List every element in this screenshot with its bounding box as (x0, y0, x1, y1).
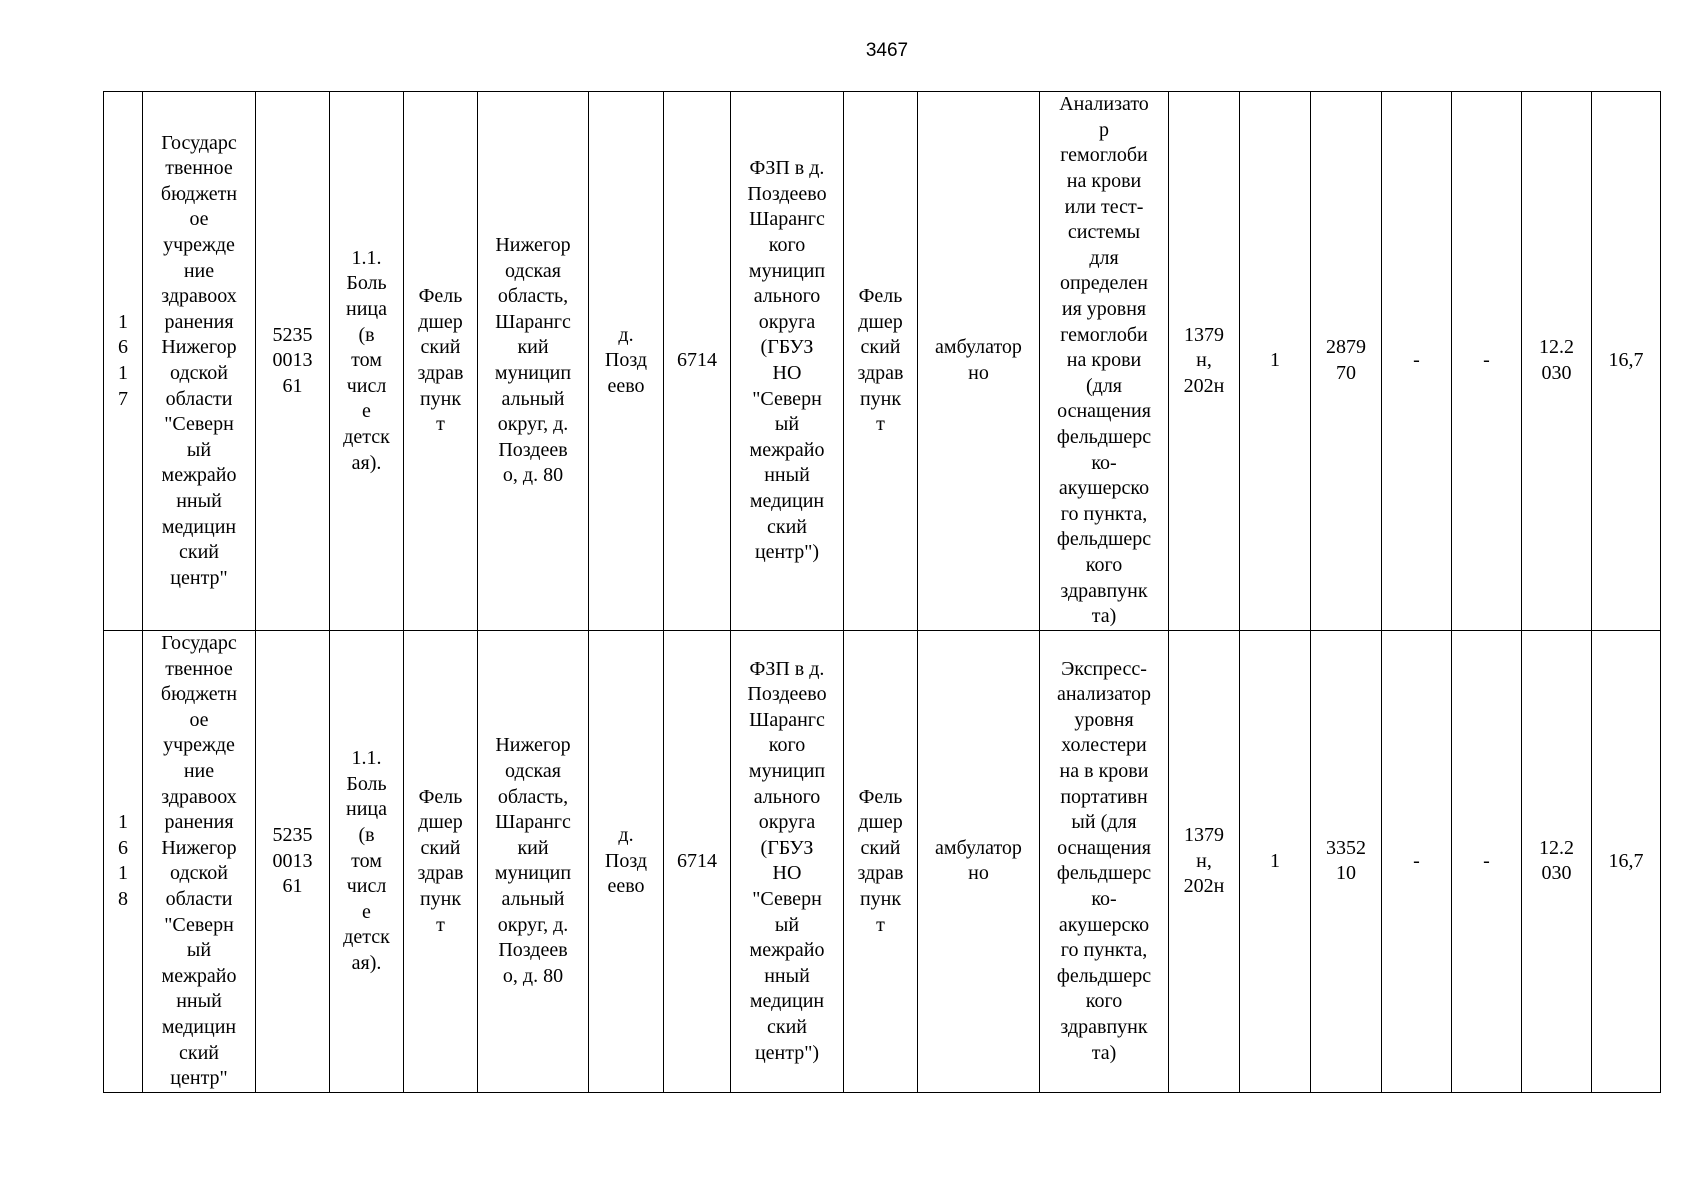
facility-type-cell: Фель дшер ский здрав пунк т (404, 92, 478, 631)
organization-cell: Государс твенное бюджетн ое учрежде ние здравоох ранения Нижегор одской области "Северн ый межрайо нный медицин ский центр" (143, 631, 256, 1093)
unit-cell: ФЗП в д. Поздеево Шарангс кого муницип ального округа (ГБУЗ НО "Северн ый межрайо нный медицин ский центр") (731, 92, 844, 631)
value-cell: 16,7 (1592, 631, 1661, 1093)
order-cell: 1379 н, 202н (1169, 631, 1240, 1093)
quantity-cell: 1 (1240, 631, 1311, 1093)
row-number-cell: 1 6 1 7 (104, 92, 143, 631)
dash-cell: - (1452, 631, 1522, 1093)
quantity-cell: 1 (1240, 92, 1311, 631)
equipment-cell: Экспресс- анализатор уровня холестери на в крови портативн ый (для оснащения фельдшерс ко- акушерско го пункта, фельдшерс кого здравпунк та) (1040, 631, 1169, 1093)
population-cell: 6714 (664, 92, 731, 631)
equipment-cell: Анализато р гемоглоби на крови или тест- системы для определен ия уровня гемоглоби на крови (для оснащения фельдшерс ко- акушерско го пункта, фельдшерс кого здравпунк та) (1040, 92, 1169, 631)
row-number-cell: 1 6 1 8 (104, 631, 143, 1093)
dash-cell: - (1382, 92, 1452, 631)
page-number: 3467 (865, 40, 909, 61)
equipment-table (103, 91, 1661, 1093)
date-cell: 12.2 030 (1522, 92, 1592, 631)
care-mode-cell: амбулатор но (918, 92, 1040, 631)
population-cell: 6714 (664, 631, 731, 1093)
category-cell: 1.1. Боль ница (в том числ е детск ая). (330, 92, 404, 631)
price-cell: 2879 70 (1311, 92, 1382, 631)
facility-type-cell: Фель дшер ский здрав пунк т (404, 631, 478, 1093)
address-cell: Нижегор одская область, Шарангс кий муницип альный округ, д. Поздеев о, д. 80 (478, 92, 589, 631)
settlement-cell: д. Позд еево (589, 92, 664, 631)
unit-type-cell: Фель дшер ский здрав пунк т (844, 92, 918, 631)
category-cell: 1.1. Боль ница (в том числ е детск ая). (330, 631, 404, 1093)
value-cell: 16,7 (1592, 92, 1661, 631)
table-row (104, 92, 1661, 631)
price-cell: 3352 10 (1311, 631, 1382, 1093)
address-cell: Нижегор одская область, Шарангс кий муницип альный округ, д. Поздеев о, д. 80 (478, 631, 589, 1093)
organization-cell: Государс твенное бюджетн ое учрежде ние здравоох ранения Нижегор одской области "Северн ый межрайо нный медицин ский центр" (143, 92, 256, 631)
code-cell: 5235 0013 61 (256, 92, 330, 631)
date-cell: 12.2 030 (1522, 631, 1592, 1093)
care-mode-cell: амбулатор но (918, 631, 1040, 1093)
code-cell: 5235 0013 61 (256, 631, 330, 1093)
dash-cell: - (1382, 631, 1452, 1093)
settlement-cell: д. Позд еево (589, 631, 664, 1093)
dash-cell: - (1452, 92, 1522, 631)
unit-type-cell: Фель дшер ский здрав пунк т (844, 631, 918, 1093)
table-row (104, 631, 1661, 1093)
order-cell: 1379 н, 202н (1169, 92, 1240, 631)
unit-cell: ФЗП в д. Поздеево Шарангс кого муницип ального округа (ГБУЗ НО "Северн ый межрайо нный медицин ский центр") (731, 631, 844, 1093)
